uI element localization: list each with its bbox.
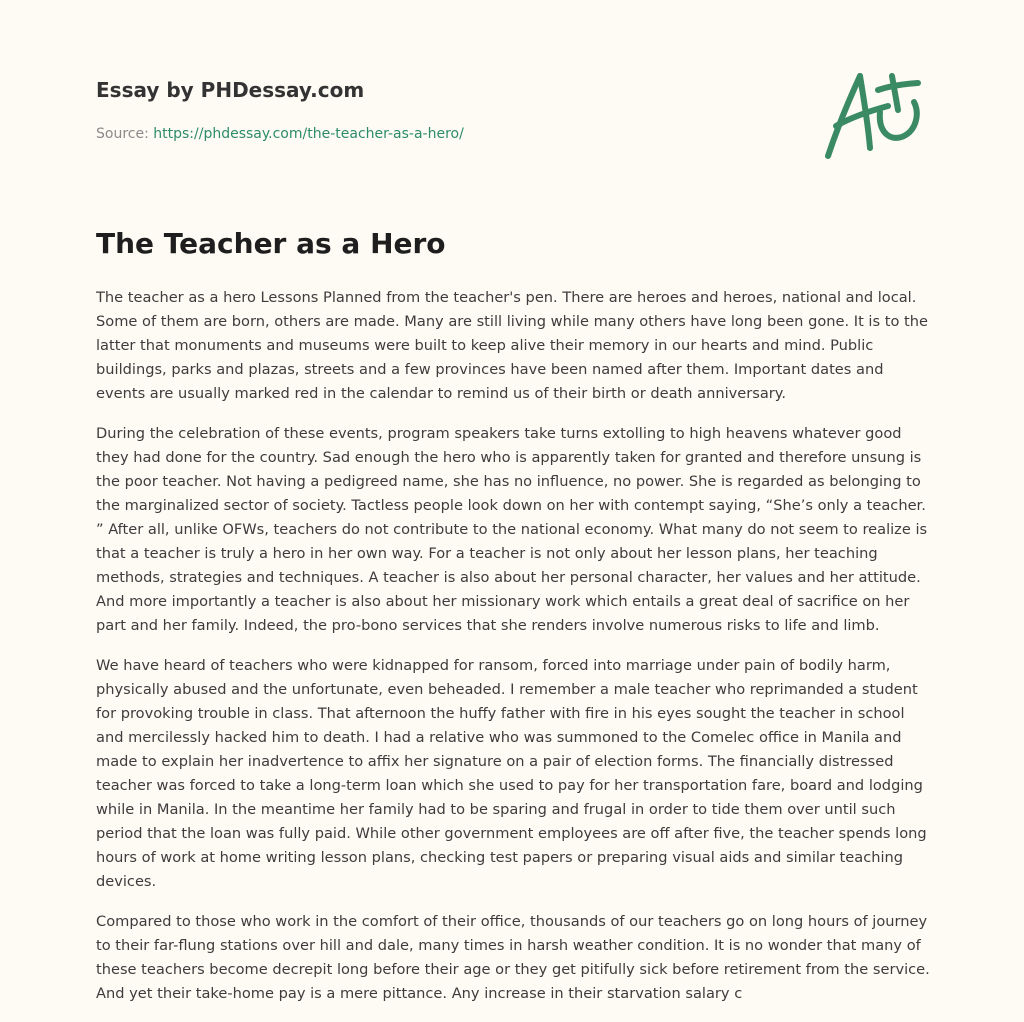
document-title: The Teacher as a Hero — [96, 227, 446, 260]
essay-body — [96, 286, 936, 1022]
page-header — [96, 76, 364, 104]
paragraph-4: Compared to those who work in the comfort of their office, thousands of our teachers go on long hours of journey to their far-flung stations over hill and dale, many times in harsh weather condition. It is no wonder that many of these teachers become decrepit long before their age or they get pitifully sick before retirement from the service. And yet their take-home pay is a mere pittance. Any increase in their starvation salary c — [96, 913, 930, 1002]
source-link[interactable]: https://phdessay.com/the-teacher-as-a-hero/ — [153, 126, 464, 142]
paragraph-1: The teacher as a hero Lessons Planned from the teacher's pen. There are heroes and heroes, national and local. Some of them are born, others are made. Many are still living while many others have long been gone. It is to the latter that monuments and museums were built to keep alive their memory in our hearts and mind. Public buildings, parks and plazas, streets and a few provinces have been named after them. Important dates and events are usually marked red in the calendar to remind us of their birth or death anniversary. — [96, 289, 928, 402]
a-plus-logo-icon — [822, 66, 930, 166]
source-line — [96, 124, 464, 144]
source-label: Source: — [96, 126, 154, 142]
paragraph-2: During the celebration of these events, program speakers take turns extolling to high heavens whatever good they had done for the country. Sad enough the hero who is apparently taken for granted and therefore unsung is the poor teacher. Not having a pedigreed name, she has no influence, no power. She is regarded as belonging to the marginalized sector of society. Tactless people look down on her with contempt saying, “She’s only a teacher. ” After all, unlike OFWs, teachers do not contribute to the national economy. What many do not seem to realize is that a teacher is truly a hero in her own way. For a teacher is not only about her lesson plans, her teaching methods, strategies and techniques. A teacher is also about her personal character, her values and her attitude. And more importantly a teacher is also about her missionary work which entails a great deal of sacrifice on her part and her family. Indeed, the pro-bono services that she renders involve numerous risks to life and limb. — [96, 425, 928, 634]
paragraph-3: We have heard of teachers who were kidnapped for ransom, forced into marriage under pain of bodily harm, physically abused and the unfortunate, even beheaded. I remember a male teacher who reprimanded a student for provoking trouble in class. That afternoon the huffy father with fire in his eyes sought the teacher in school and mercilessly hacked him to death. I had a relative who was summoned to the Comelec office in Manila and made to explain her inadvertence to affix her signature on a pair of election forms. The financially distressed teacher was forced to take a long-term loan which she used to pay for her transportation fare, board and lodging while in Manila. In the meantime her family had to be sparing and frugal in order to tide them over until such period that the loan was fully paid. While other government employees are off after five, the teacher spends long hours of work at home writing lesson plans, checking test papers or preparing visual aids and similar teaching devices. — [96, 657, 927, 890]
site-title: Essay by PHDessay.com — [96, 78, 365, 102]
